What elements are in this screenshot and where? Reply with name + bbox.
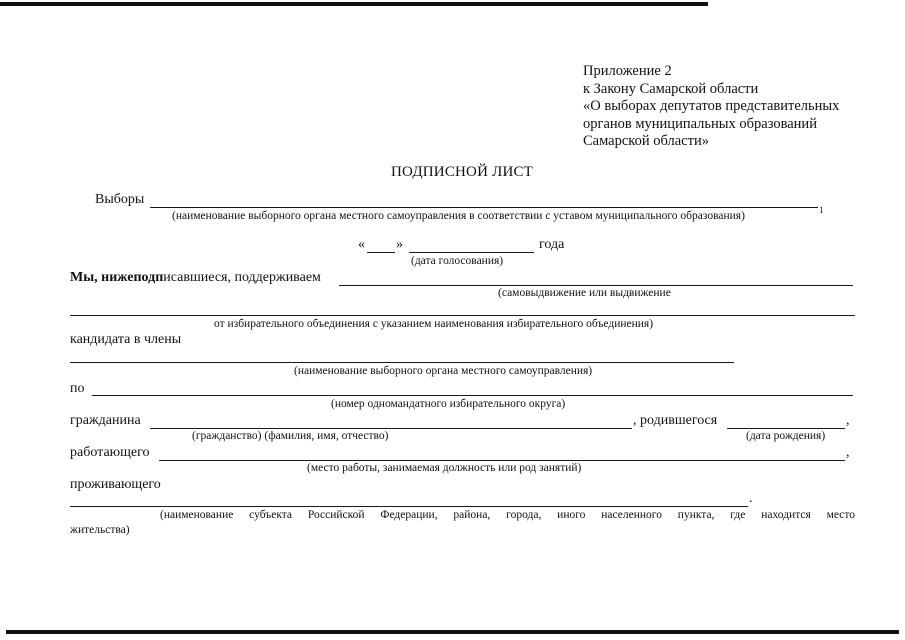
birth-date-field-line[interactable]: [727, 428, 845, 429]
residing-label: проживающего: [70, 477, 161, 492]
support-statement-bold: Мы, нижеподп: [70, 270, 164, 285]
year-word: года: [539, 237, 565, 252]
day-field-line[interactable]: [367, 252, 395, 253]
residence-caption-line-2: жительства): [70, 524, 130, 536]
candidate-label: кандидата в члены: [70, 332, 182, 347]
date-caption: (дата голосования): [411, 255, 504, 267]
residence-caption-line-1: (наименование субъекта Российской Федерации, района, города, иного населенного пункта, где находится место: [160, 509, 855, 521]
candidate-body-field-line[interactable]: [70, 362, 734, 363]
birth-trailing-comma: ,: [846, 413, 850, 428]
working-trailing-comma: ,: [846, 445, 850, 460]
residence-field-line[interactable]: [70, 506, 748, 507]
footnote-mark: 1: [819, 205, 824, 215]
by-label: по: [70, 381, 85, 396]
elections-field-line[interactable]: [150, 207, 818, 208]
body-caption: (наименование выборного органа местного самоуправления): [294, 365, 593, 377]
citizen-label: гражданина: [70, 413, 141, 428]
working-label: работающего: [70, 445, 150, 460]
header-line-4: органов муниципальных образований: [583, 115, 817, 132]
top-border-line: [0, 2, 708, 6]
citizen-name-field-line[interactable]: [150, 428, 632, 429]
elections-caption: (наименование выборного органа местного самоуправления в соответствии с уставом муниципального образования): [172, 210, 745, 222]
elections-label: Выборы: [95, 192, 145, 207]
support-statement: [70, 270, 321, 286]
support-statement-rest: исавшиеся, поддерживаем: [163, 270, 321, 285]
nomination-field-line[interactable]: [339, 285, 853, 286]
association-field-line[interactable]: [70, 315, 855, 316]
district-caption: (номер одномандатного избирательного округа): [331, 398, 566, 410]
working-field-line[interactable]: [159, 460, 845, 461]
page-title: ПОДПИСНОЙ ЛИСТ: [391, 164, 534, 180]
association-caption: от избирательного объединения с указанием наименования избирательного объединения): [214, 318, 654, 330]
month-field-line[interactable]: [409, 252, 534, 253]
header-line-1: Приложение 2: [583, 63, 672, 79]
working-caption: (место работы, занимаемая должность или род занятий): [307, 462, 582, 474]
bottom-border-line: [6, 630, 899, 634]
birth-caption: (дата рождения): [746, 430, 826, 442]
residence-period: .: [749, 491, 753, 506]
nomination-caption: (самовыдвижение или выдвижение: [498, 287, 671, 299]
citizen-caption: (гражданство) (фамилия, имя, отчество): [192, 430, 389, 442]
appendix-header: [583, 63, 839, 151]
date-quote-open: «: [358, 237, 365, 252]
header-line-3: «О выборах депутатов представительных: [583, 98, 840, 115]
header-line-2: к Закону Самарской области: [583, 80, 759, 97]
date-quote-close: »: [396, 237, 403, 252]
header-line-5: Самарской области»: [583, 133, 709, 150]
born-label: , родившегося: [633, 413, 718, 428]
district-field-line[interactable]: [92, 395, 853, 396]
